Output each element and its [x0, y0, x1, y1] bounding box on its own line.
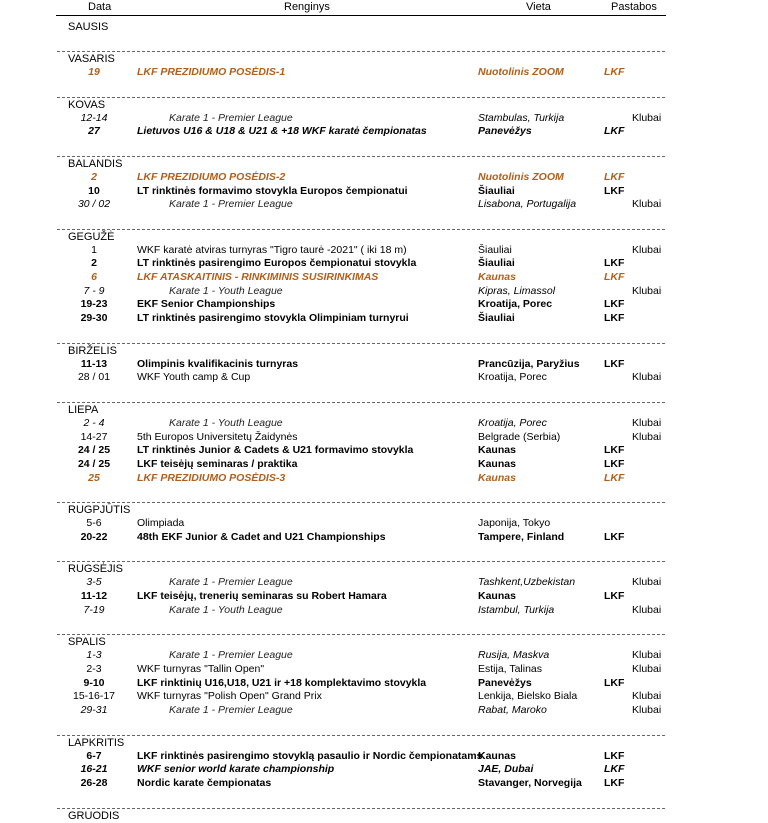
event-name: LT rinktinės formavimo stovykla Europos čempionatui: [137, 184, 408, 197]
event-venue: Lisabona, Portugalija: [478, 198, 577, 211]
header-venue: Vieta: [526, 1, 551, 13]
event-lkf: LKF: [604, 312, 625, 325]
event-date: 19-23: [80, 298, 108, 311]
event-name: Karate 1 - Premier League: [169, 703, 293, 716]
event-name: Karate 1 - Youth League: [169, 603, 283, 616]
month-label: SPALIS: [68, 636, 106, 649]
month-gap: [0, 485, 768, 496]
event-venue: Rabat, Maroko: [478, 703, 547, 716]
month-label: BALANDIS: [68, 157, 123, 170]
month-label: RUGSĖJIS: [68, 563, 124, 576]
event-date: 1: [91, 243, 97, 256]
month-section: [0, 555, 768, 628]
event-lkf: LKF: [604, 298, 625, 311]
event-name: LT rinktinės pasirengimo Europos čempionatui stovykla: [137, 257, 417, 270]
event-date: 14-27: [80, 430, 108, 443]
event-row: [0, 198, 768, 212]
event-klubai: Klubai: [632, 663, 662, 676]
event-row: [0, 763, 768, 777]
event-date: 2: [91, 257, 97, 270]
month-section: [0, 16, 768, 45]
month-section: [0, 91, 768, 150]
event-lkf: LKF: [604, 530, 625, 543]
event-klubai: Klubai: [632, 243, 662, 256]
month-section: [0, 223, 768, 337]
month-divider: [57, 337, 665, 344]
event-row: [0, 171, 768, 185]
event-name: LKF rinktinės pasirengimo stovyklą pasaulio ir Nordic čempionatams: [137, 749, 483, 762]
event-name: Karate 1 - Premier League: [169, 111, 293, 124]
event-row: [0, 417, 768, 431]
event-venue: Lenkija, Bielsko Biala: [478, 690, 578, 703]
event-lkf: LKF: [604, 676, 625, 689]
event-klubai: Klubai: [632, 576, 662, 589]
event-lkf: LKF: [604, 357, 625, 370]
month-section: [0, 628, 768, 728]
event-name: Nordic karate čempionatas: [137, 776, 272, 789]
event-venue: Panevėžys: [478, 676, 532, 689]
event-row: [0, 690, 768, 704]
event-date: 9-10: [83, 676, 105, 689]
event-date: 28 / 01: [77, 371, 111, 384]
event-row: [0, 517, 768, 531]
event-date: 25: [88, 471, 100, 484]
event-row: [0, 704, 768, 718]
event-name: Lietuvos U16 & U18 & U21 & +18 WKF karatė čempionatas: [137, 125, 427, 138]
month-label: VASARIS: [68, 53, 115, 65]
event-venue: Kroatija, Porec: [478, 298, 553, 311]
event-row: [0, 458, 768, 472]
event-name: EKF Senior Championships: [137, 298, 276, 311]
event-row: [0, 604, 768, 618]
event-row: [0, 649, 768, 663]
event-name: WKF karatė atviras turnyras "Tigro taurė -2021" ( iki 18 m): [137, 243, 407, 256]
month-section: [0, 729, 768, 802]
event-date: 29-30: [80, 312, 108, 325]
event-venue: Japonija, Tokyo: [478, 517, 551, 530]
month-section: [0, 150, 768, 223]
event-lkf: LKF: [604, 776, 625, 789]
event-venue: Nuotolinis ZOOM: [478, 170, 564, 183]
month-section: [0, 496, 768, 555]
event-date: 12-14: [80, 111, 108, 124]
event-name: LKF teisėjų seminaras / praktika: [137, 457, 298, 470]
event-row: [0, 590, 768, 604]
header-event: Renginys: [284, 1, 330, 13]
event-venue: Tampere, Finland: [478, 530, 565, 543]
event-date: 19: [88, 66, 100, 78]
event-venue: Rusija, Maskva: [478, 649, 550, 662]
event-row: [0, 271, 768, 285]
event-date: 29-31: [80, 703, 108, 716]
event-date: 26-28: [80, 776, 108, 789]
event-venue: Šiauliai: [478, 312, 515, 325]
event-date: 16-21: [80, 763, 108, 776]
month-gap: [0, 80, 768, 91]
event-klubai: Klubai: [632, 603, 662, 616]
event-name: LKF PREZIDIUMO POSĖDIS-1: [137, 66, 286, 78]
event-venue: Estija, Talinas: [478, 663, 543, 676]
event-venue: Kaunas: [478, 749, 516, 762]
event-row: [0, 257, 768, 271]
event-venue: Kroatija, Porec: [478, 416, 547, 429]
month-section: [0, 45, 768, 91]
event-date: 7-19: [83, 603, 105, 616]
event-row: [0, 472, 768, 486]
event-venue: Panevėžys: [478, 125, 532, 138]
event-date: 3-5: [86, 576, 102, 589]
event-name: Olimpiada: [137, 517, 185, 530]
event-row: [0, 663, 768, 677]
event-name: 48th EKF Junior & Cadet and U21 Championships: [137, 530, 386, 543]
event-name: WKF turnyras "Tallin Open": [137, 663, 265, 676]
event-date: 15-16-17: [72, 690, 116, 703]
event-venue: Kaunas: [478, 590, 516, 603]
event-venue: Kroatija, Porec: [478, 371, 547, 384]
event-row: [0, 444, 768, 458]
event-date: 6-7: [86, 749, 102, 762]
event-date: 11-13: [80, 357, 108, 370]
event-klubai: Klubai: [632, 371, 662, 384]
event-lkf: LKF: [604, 170, 625, 183]
event-klubai: Klubai: [632, 111, 662, 124]
event-venue: Nuotolinis ZOOM: [478, 66, 564, 78]
month-gap: [0, 139, 768, 150]
event-klubai: Klubai: [632, 430, 662, 443]
event-row: [0, 358, 768, 372]
event-date: 24 / 25: [77, 444, 111, 457]
month-divider: [57, 802, 665, 809]
event-name: Karate 1 - Youth League: [169, 284, 283, 297]
event-date: 24 / 25: [77, 457, 111, 470]
event-lkf: LKF: [604, 184, 625, 197]
event-row: [0, 125, 768, 139]
event-lkf: LKF: [604, 271, 625, 284]
event-venue: Prancūzija, Paryžius: [478, 357, 580, 370]
month-section: [0, 337, 768, 396]
event-row: [0, 185, 768, 199]
event-name: Karate 1 - Youth League: [169, 416, 283, 429]
event-name: Karate 1 - Premier League: [169, 649, 293, 662]
event-date: 11-12: [80, 590, 108, 603]
event-row: [0, 66, 768, 80]
event-lkf: LKF: [604, 125, 625, 138]
event-name: Olimpinis kvalifikacinis turnyras: [137, 357, 299, 370]
month-label: LAPKRITIS: [68, 736, 125, 749]
event-row: [0, 244, 768, 258]
event-venue: Šiauliai: [478, 257, 515, 270]
month-divider: [57, 91, 665, 98]
event-venue: Tashkent,Uzbekistan: [478, 576, 576, 589]
event-date: 7 - 9: [83, 284, 105, 297]
month-divider: [57, 729, 665, 736]
event-date: 1-3: [86, 649, 102, 662]
event-lkf: LKF: [604, 457, 625, 470]
event-name: LKF PREZIDIUMO POSĖDIS-3: [137, 471, 286, 484]
event-klubai: Klubai: [632, 649, 662, 662]
month-divider: [57, 396, 665, 403]
event-venue: Šiauliai: [478, 243, 512, 256]
month-gap: [0, 326, 768, 337]
event-date: 27: [88, 125, 100, 138]
event-row: [0, 371, 768, 385]
month-label: SAUSIS: [68, 21, 109, 33]
event-lkf: LKF: [604, 590, 625, 603]
month-gap: [0, 212, 768, 223]
event-lkf: LKF: [604, 444, 625, 457]
month-divider: [57, 496, 665, 503]
event-klubai: Klubai: [632, 284, 662, 297]
month-divider: [57, 555, 665, 562]
event-date: 20-22: [80, 530, 108, 543]
event-venue: Istambul, Turkija: [478, 603, 555, 616]
month-label: GEGUŽĖ: [68, 230, 115, 243]
event-venue: Kaunas: [478, 457, 516, 470]
event-name: WKF turnyras "Polish Open" Grand Prix: [137, 690, 322, 703]
event-venue: Belgrade (Serbia): [478, 430, 561, 443]
event-name: LKF PREZIDIUMO POSĖDIS-2: [137, 170, 286, 183]
event-name: LKF teisėjų, trenerių seminaras su Robert Hamara: [137, 590, 387, 603]
event-date: 30 / 02: [77, 198, 111, 211]
event-venue: Kaunas: [478, 471, 516, 484]
event-name: LKF ATASKAITINIS - RINKIMINIS SUSIRINKIMAS: [137, 271, 379, 284]
month-gap: [0, 544, 768, 555]
event-klubai: Klubai: [632, 690, 662, 703]
event-venue: Kipras, Limassol: [478, 284, 556, 297]
header-notes: Pastabos: [611, 1, 657, 13]
month-gap: [0, 718, 768, 729]
event-date: 2: [91, 170, 97, 183]
month-label: BIRŽELIS: [68, 344, 117, 357]
event-klubai: Klubai: [632, 198, 662, 211]
event-lkf: LKF: [604, 471, 625, 484]
month-gap: [0, 34, 768, 45]
event-name: Karate 1 - Premier League: [169, 198, 293, 211]
event-lkf: LKF: [604, 66, 625, 78]
event-lkf: LKF: [604, 763, 625, 776]
event-name: LKF rinktinių U16,U18, U21 ir +18 komplektavimo stovykla: [137, 676, 427, 689]
event-row: [0, 677, 768, 691]
event-row: [0, 750, 768, 764]
month-divider: [57, 223, 665, 230]
month-gap: [0, 385, 768, 396]
event-klubai: Klubai: [632, 703, 662, 716]
calendar-table: [0, 16, 768, 823]
event-row: [0, 431, 768, 445]
month-section: [0, 396, 768, 496]
month-label: GRUODIS: [68, 809, 120, 822]
month-section: [0, 802, 768, 823]
event-name: WKF senior world karate championship: [137, 763, 335, 776]
event-row: [0, 531, 768, 545]
event-name: LT rinktinės pasirengimo stovykla Olimpiniam turnyrui: [137, 312, 409, 325]
event-row: [0, 576, 768, 590]
event-date: 2 - 4: [83, 416, 105, 429]
event-venue: Kaunas: [478, 444, 516, 457]
event-venue: Stavanger, Norvegija: [478, 776, 582, 789]
header-date: Data: [88, 1, 112, 13]
event-venue: JAE, Dubai: [478, 763, 534, 776]
event-row: [0, 285, 768, 299]
event-row: [0, 112, 768, 126]
month-divider: [57, 45, 665, 52]
month-gap: [0, 617, 768, 628]
event-name: LT rinktinės Junior & Cadets & U21 formavimo stovykla: [137, 444, 414, 457]
event-row: [0, 777, 768, 791]
event-klubai: Klubai: [632, 416, 662, 429]
event-date: 6: [91, 271, 97, 284]
event-lkf: LKF: [604, 749, 625, 762]
month-gap: [0, 791, 768, 802]
month-divider: [57, 150, 665, 157]
event-date: 5-6: [86, 517, 102, 530]
event-venue: Kaunas: [478, 271, 516, 284]
event-venue: Stambulas, Turkija: [478, 111, 565, 124]
event-name: WKF Youth camp & Cup: [137, 371, 251, 384]
month-label: RUGPJŪTIS: [68, 504, 131, 517]
event-row: [0, 312, 768, 326]
event-name: 5th Europos Universitetų Žaidynės: [137, 430, 298, 443]
event-name: Karate 1 - Premier League: [169, 576, 293, 589]
month-label: LIEPA: [68, 403, 99, 416]
event-date: 2-3: [86, 663, 102, 676]
month-divider: [57, 628, 665, 635]
event-date: 10: [88, 184, 100, 197]
month-label: KOVAS: [68, 98, 106, 111]
event-lkf: LKF: [604, 257, 625, 270]
table-header: [0, 0, 768, 16]
event-row: [0, 298, 768, 312]
event-venue: Šiauliai: [478, 184, 515, 197]
